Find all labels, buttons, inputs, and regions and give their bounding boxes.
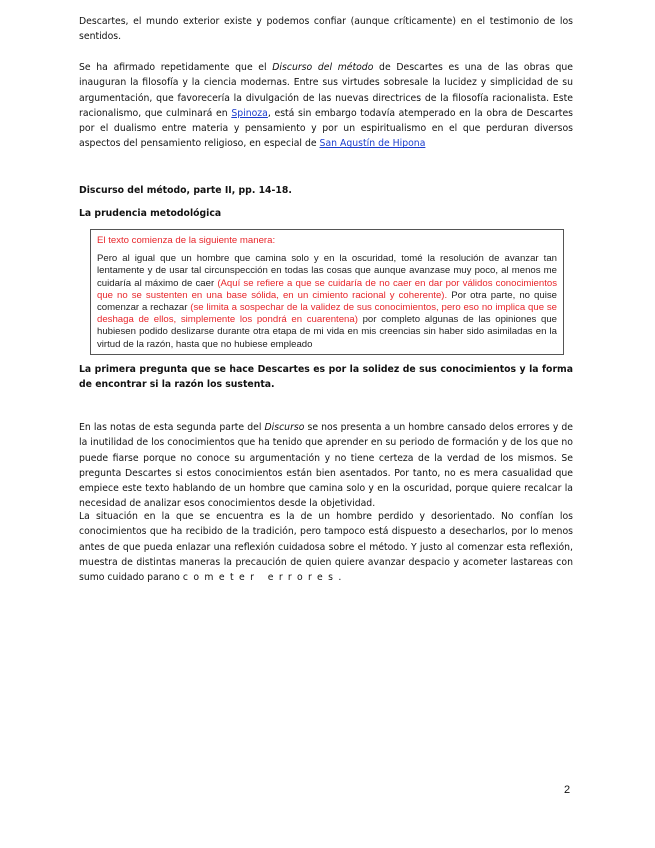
quote-intro: El texto comienza de la siguiente manera: [97,235,276,246]
page-number: 2 [564,784,571,796]
quote-text: Pero al igual que un hombre que camina solo y en la oscuridad, tomé la resolución de avanzar tan lentamente y de usar tal circunspección en todas las cosas que aunque avanzase muy poco, al menos me cuidaría al máximo de caer (Aquí se refiere a que se cuidaría de no caer en dar por válidos conocimientos que no se sustenten en una base sólida, en un cimiento racional y coherente). Por otra parte, no quise comenzar a rechazar (se limita a sospechar de la validez de sus conocimientos, pero eso no implica que se deshaga de ellos, simplemente los pondrá en cuarentena) por completo algunas de las opiniones que hubiesen podido deslizarse durante otra etapa de mi vida en mis creencias sin haber sido asimiladas en la virtud de la razón, hasta que no hubiese empleado [97,253,558,350]
quote-box [90,229,564,355]
spinoza-link[interactable]: Spinoza [231,107,268,119]
section-heading: Discurso del método, parte II, pp. 14-18. [79,185,292,196]
paragraph-notes: En las notas de esta segunda parte del Discurso se nos presenta a un hombre cansado delos errores y de la inutilidad de los conocimientos que ha tenido que aprender en su periodo de formación y de los que no puede fiarse porque no conoce su argumentación y no tiene certeza de la verdad de los mismos. Se pregunta Descartes si estos conocimientos están bien asentados. Por tanto, no es mera casualidad que empiece este texto hablando de un hombre que camina solo y en la oscuridad, porque quiere recalcar la necesidad de analizar esos conocimientos desde la objetividad. [79,422,573,510]
paragraph-discurso-overview: Se ha afirmado repetidamente que el Discurso del método de Descartes es una de las obras que inauguran la filosofía y la ciencia modernas. Entre sus virtudes sobresale la lucidez y simplicidad de su argumentación, que favorecería la divulgación de las nuevas directrices de la filosofía racionalista. Este racionalismo, que culminará en Spinoza, está sin embargo todavía atemperado en la obra de Descartes por el dualismo entre materia y pensamiento y por un espiritualismo en el que perduran diversos aspectos del pensamiento religioso, en especial de San Agustín de Hipona [79,62,574,150]
book-title: Discurso del método [272,62,374,73]
annotation-1: (Aquí se refiere a que se cuidaría de no caer en dar por válidos conocimientos que no se sustenten en una base sólida, en un cimiento racional y coherente). [97,277,557,301]
paragraph-intro: Descartes, el mundo exterior existe y podemos confiar (aunque críticamente) en el testimonio de los sentidos. [79,16,573,43]
annotation-2: (se limita a sospechar de la validez de sus conocimientos, pero eso no implica que se deshaga de ellos, simplemente los pondrá en cuarentena) [97,302,557,326]
subsection-heading: La prudencia metodológica [79,208,222,219]
paragraph-first-question: La primera pregunta que se hace Descartes es por la solidez de sus conocimientos y la forma de encontrar si la razón los sustenta. [79,364,573,391]
paragraph-situation: La situación en la que se encuentra es la de un hombre perdido y desorientado. No confían los conocimientos que ha recibido de la tradición, pero tampoco está dispuesto a desecharlos, por lo menos antes de que pueda enlazar una reflexión cuidadosa sobre el método. Y justo al comenzar esta reflexión, muestra de distintas maneras la precaución de quien quiere avanzar despacio y acometer lastareas con sumo cuidado parano cometer errores. [79,511,573,584]
san-agustin-link[interactable]: San Agustín de Hipona [319,138,426,150]
